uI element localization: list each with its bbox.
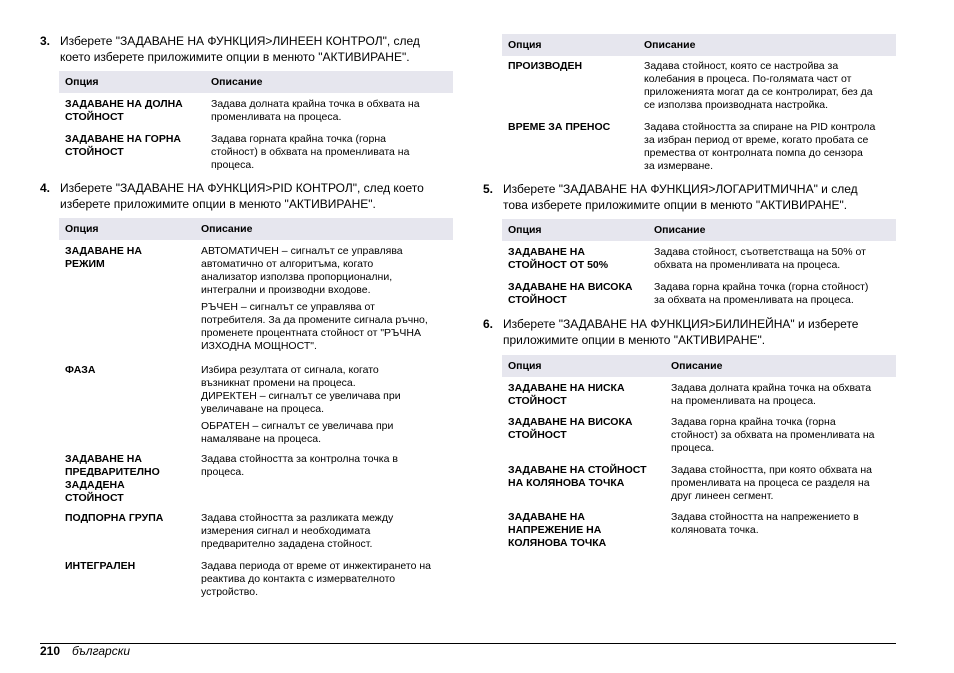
table-row [502,117,896,177]
table-row [502,56,896,117]
option-name: ЗАДАВАНЕ НА ВИСОКА СТОЙНОСТ [508,281,633,306]
column-header-description: Описание [195,218,453,240]
pid-control-options-table [59,218,453,600]
column-header-description: Описание [638,34,896,56]
footer-language: български [72,644,131,658]
step-number: 3. [40,34,51,48]
option-description: Задава периода от време от инжектирането на реактива до контакта с измервателното устройство. [201,560,431,598]
option-name: ЗАДАВАНЕ НА ВИСОКА СТОЙНОСТ [508,416,633,441]
table-row [59,129,453,179]
step-text [60,180,424,212]
linear-control-options-table [59,71,453,179]
table-row [502,377,896,412]
option-description: Задава стойността, при която обхвата на променливата на процеса се разделя на друг линеен сегмент. [671,464,872,502]
table-row [502,412,896,460]
option-name: ИНТЕГРАЛЕН [65,560,136,572]
column-header-description: Описание [648,219,896,241]
option-name: ЗАДАВАНЕ НА СТОЙНОСТ ОТ 50% [508,246,609,271]
option-description: Задава стойност, съответстваща на 50% от обхвата на променливата на процеса. [654,246,866,271]
bilinear-options-table [502,355,896,553]
option-name: ПОДПОРНА ГРУПА [65,512,164,524]
option-name: ЗАДАВАНЕ НА РЕЖИМ [65,245,142,270]
option-description: АВТОМАТИЧЕН – сигналът се управлява автоматично от алгоритъма, когато анализатор използва пропорционални, интегрални и производни входове. РЪЧЕН – сигналът се управлява от потребителя. За да промените сигнала ръчно, променете процентната стойност от "РЪЧНА ИЗХОДНА МОЩНОСТ". [201,245,428,352]
step-text [60,33,420,65]
table-row [59,93,453,129]
page-number: 210 [40,644,61,658]
option-description: Задава долната крайна точка в обхвата на променливата на процеса. [211,98,420,123]
table-row [59,508,453,556]
step-text [503,316,858,348]
step-text-line: Изберете "ЗАДАВАНЕ НА ФУНКЦИЯ>БИЛИНЕЙНА" и изберете [503,317,859,331]
step-text-line: това изберете приложимите опции в менюто "АКТИВИРАНЕ". [503,198,848,212]
table-row [59,358,453,448]
table-row [502,460,896,507]
option-name: ЗАДАВАНЕ НА СТОЙНОСТ НА КОЛЯНОВА ТОЧКА [508,464,647,489]
step-6-instruction [483,316,903,348]
step-4-instruction [40,180,460,212]
step-number: 5. [483,182,494,196]
step-text-line: приложимите опции в менюто "АКТИВИРАНЕ". [503,333,766,347]
option-description: Задава стойността за разликата между измерения сигнал и необходимата предварително зададена стойност. [201,512,394,550]
step-text-line: Изберете "ЗАДАВАНЕ НА ФУНКЦИЯ>PID КОНТРОЛ", след което [60,181,424,195]
column-header-option: Опция [502,34,638,56]
footer-divider [40,643,896,644]
table-row [502,277,896,313]
step-5-instruction [483,181,903,213]
column-header-option: Опция [502,219,648,241]
option-name: ФАЗА [65,364,96,376]
option-name: ВРЕМЕ ЗА ПРЕНОС [508,121,611,133]
option-description: Задава стойност, която се настройва за колебания в процеса. По-голямата част от приложенията могат да се контролират, без да се използва производната настройка. [644,60,873,111]
option-name: ЗАДАВАНЕ НА НАПРЕЖЕНИЕ НА КОЛЯНОВА ТОЧКА [508,511,607,549]
option-name: ЗАДАВАНЕ НА ДОЛНА СТОЙНОСТ [65,98,183,123]
option-name: ЗАДАВАНЕ НА НИСКА СТОЙНОСТ [508,382,625,407]
option-description: Задава стойността на напрежението в коляновата точка. [671,511,859,536]
option-description: Задава горна крайна точка (горна стойност) за обхвата на променливата на процеса. [654,281,869,306]
table-row [59,240,453,358]
option-description: Избира резултата от сигнала, когато възникнат промени на процеса. ДИРЕКТЕН – сигналът се увеличава при увеличаване на процеса. ОБРАТЕН – сигналът се увеличава при намаляване на процеса. [201,364,401,445]
column-header-description: Описание [205,71,453,93]
step-text-line: Изберете "ЗАДАВАНЕ НА ФУНКЦИЯ>ЛИНЕЕН КОНТРОЛ", след [60,34,420,48]
step-text-line: което изберете приложимите опции в менюто "АКТИВИРАНЕ". [60,50,410,64]
table-row [502,241,896,277]
table-row [59,448,453,508]
step-text [503,181,858,213]
option-name: ЗАДАВАНЕ НА ГОРНА СТОЙНОСТ [65,133,181,158]
option-description: Задава горна крайна точка (горна стойност) за обхвата на променливата на процеса. [671,416,875,454]
logarithmic-options-table [502,219,896,313]
table-row [59,556,453,600]
option-description: Задава стойността за контролна точка в процеса. [201,453,398,478]
step-number: 4. [40,181,51,195]
column-header-option: Опция [502,355,665,377]
option-description: Задава долната крайна точка на обхвата на променливата на процеса. [671,382,872,407]
option-name: ПРОИЗВОДЕН [508,60,583,72]
option-name: ЗАДАВАНЕ НА ПРЕДВАРИТЕЛНО ЗАДАДЕНА СТОЙНОСТ [65,453,160,504]
step-text-line: Изберете "ЗАДАВАНЕ НА ФУНКЦИЯ>ЛОГАРИТМИЧНА" и след [503,182,858,196]
table-row [502,507,896,553]
pid-control-options-table-continued [502,34,896,177]
column-header-option: Опция [59,218,195,240]
step-3-instruction [40,33,460,65]
step-number: 6. [483,317,494,331]
step-text-line: изберете приложимите опции в менюто "АКТИВИРАНЕ". [60,197,376,211]
column-header-description: Описание [665,355,896,377]
option-description: Задава горната крайна точка (горна стойност) в обхвата на променливата на процеса. [211,133,410,171]
column-header-option: Опция [59,71,205,93]
option-description: Задава стойността за спиране на PID контрола за избран период от време, когато пробата се премества от контролната помпа до сензора за измерване. [644,121,876,172]
